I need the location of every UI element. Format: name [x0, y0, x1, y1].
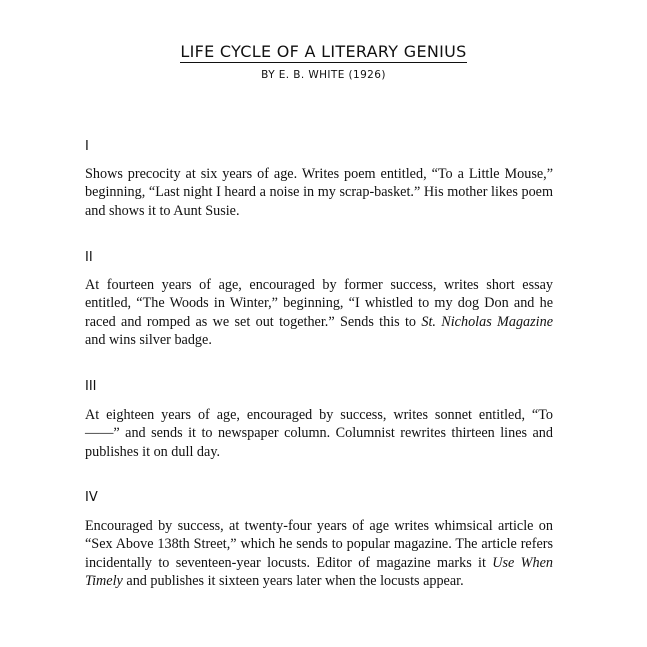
editor-mark: Use When Timely	[85, 554, 553, 590]
section-numeral-1: I	[85, 139, 89, 154]
paragraph-text: Encouraged by success, at twenty-four years of age writes whimsical article on “Sex Above 138th Street,” which he sends to popular magazine. The article refers incidentally to seventeen-year locusts. Editor of magazine marks it	[85, 518, 553, 571]
section-numeral-2: II	[85, 250, 93, 265]
paragraph-text: Shows precocity at six years of age. Writes poem entitled, “To a Little Mouse,” beginning, “Last night I heard a noise in my scrap-basket.” His mother likes poem and shows it to Aunt Susie.	[85, 166, 553, 219]
magazine-title: St. Nicholas Magazine	[421, 313, 553, 330]
section-paragraph-2	[85, 276, 553, 350]
section-paragraph-1	[85, 165, 553, 220]
paragraph-text: At eighteen years of age, encouraged by success, writes sonnet entitled, “To ——” and sends it to newspaper column. Columnist rewrites thirteen lines and publishes it on dull day.	[85, 407, 553, 460]
paragraph-text: and wins silver badge.	[85, 332, 212, 349]
section-paragraph-4	[85, 517, 553, 591]
page-title	[0, 42, 647, 62]
paragraph-text: At fourteen years of age, encouraged by former success, writes short essay entitled, “The Woods in Winter,” beginning, “I whistled to my dog Don and he raced and romped as we set out together.” Sends this to	[85, 277, 553, 330]
section-numeral-3: III	[85, 379, 97, 394]
byline: BY E. B. WHITE (1926)	[261, 69, 386, 81]
section-numeral-4: IV	[85, 490, 98, 505]
section-paragraph-3	[85, 406, 553, 461]
title-text: LIFE CYCLE OF A LITERARY GENIUS	[180, 42, 467, 61]
paragraph-text: and publishes it sixteen years later when the locusts appear.	[122, 573, 464, 590]
